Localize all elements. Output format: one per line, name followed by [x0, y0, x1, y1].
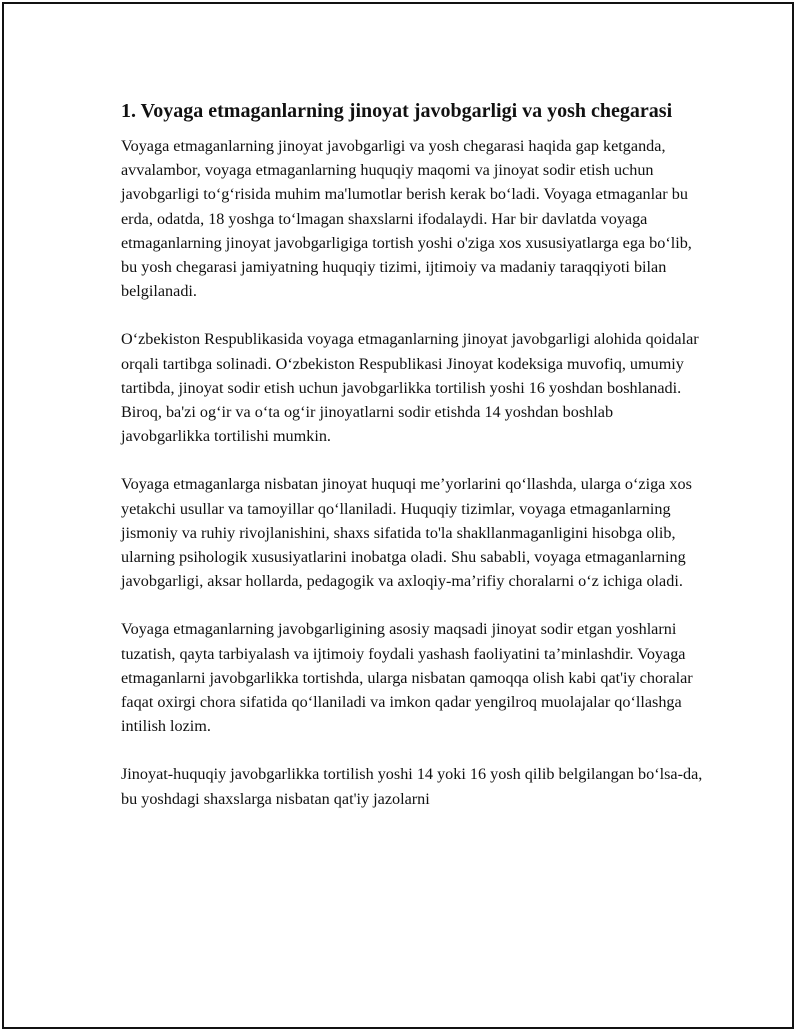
- paragraph-5: Jinoyat-huquqiy javobgarlikka tortilish yoshi 14 yoki 16 yosh qilib belgilangan bo‘lsa-da, bu yoshdagi shaxslarga nisbatan qat'iy jazolarni: [121, 765, 703, 808]
- page-frame: [2, 2, 794, 1029]
- paragraph-2: O‘zbekiston Respublikasida voyaga etmaganlarning jinoyat javobgarligi alohida qoidalar orqali tartibga solinadi. O‘zbekiston Respublikasi Jinoyat kodeksiga muvofiq, umumiy tartibda, jinoyat sodir etish uchun javobgarlikka tortilish yoshi 16 yoshdan boshlanadi. Biroq, ba'zi og‘ir va o‘ta og‘ir jinoyatlarni sodir etishda 14 yoshdan boshlab javobgarlikka tortilishi mumkin.: [121, 330, 699, 446]
- section-heading: 1. Voyaga etmaganlarning jinoyat javobgarligi va yosh chegarasi: [121, 100, 673, 122]
- paragraph-3: Voyaga etmaganlarga nisbatan jinoyat huquqi me’yorlarini qo‘llashda, ularga o‘ziga xos yetakchi usullar va tamoyillar qo‘llaniladi. Huquqiy tizimlar, voyaga etmaganlarning jismoniy va ruhiy rivojlanishini, shaxs sifatida to'la shakllanmaganligini hisobga olib, ularning psihologik xususiyatlarini inobatga oladi. Shu sababli, voyaga etmaganlarning javobgarligi, aksar hollarda, pedagogik va axloqiy-ma’rifiy choralarni o‘z ichiga oladi.: [121, 475, 692, 591]
- paragraph-1: Voyaga etmaganlarning jinoyat javobgarligi va yosh chegarasi haqida gap ketganda, avvalambor, voyaga etmaganlarning huquqiy maqomi va jinoyat sodir etish uchun javobgarligi to‘g‘risida muhim ma'lumotlar berish kerak bo‘ladi. Voyaga etmaganlar bu erda, odatda, 18 yoshga to‘lmagan shaxslarni ifodalaydi. Har bir davlatda voyaga etmaganlarning jinoyat javobgarligiga tortish yoshi o'ziga xos xususiyatlarga ega bo‘lib, bu yosh chegarasi jamiyatning huquqiy tizimi, ijtimoiy va madaniy taraqqiyoti bilan belgilanadi.: [121, 137, 692, 301]
- document-body: [121, 98, 703, 835]
- paragraph-4: Voyaga etmaganlarning javobgarligining asosiy maqsadi jinoyat sodir etgan yoshlarni tuzatish, qayta tarbiyalash va ijtimoiy foydali yashash faoliyatini ta’minlashdir. Voyaga etmaganlarni javobgarlikka tortishda, ularga nisbatan qamoqqa olish kabi qat'iy choralar faqat oxirgi chora sifatida qo‘llaniladi va imkon qadar yengilroq muolajalar qo‘llashga intilish lozim.: [121, 620, 693, 736]
